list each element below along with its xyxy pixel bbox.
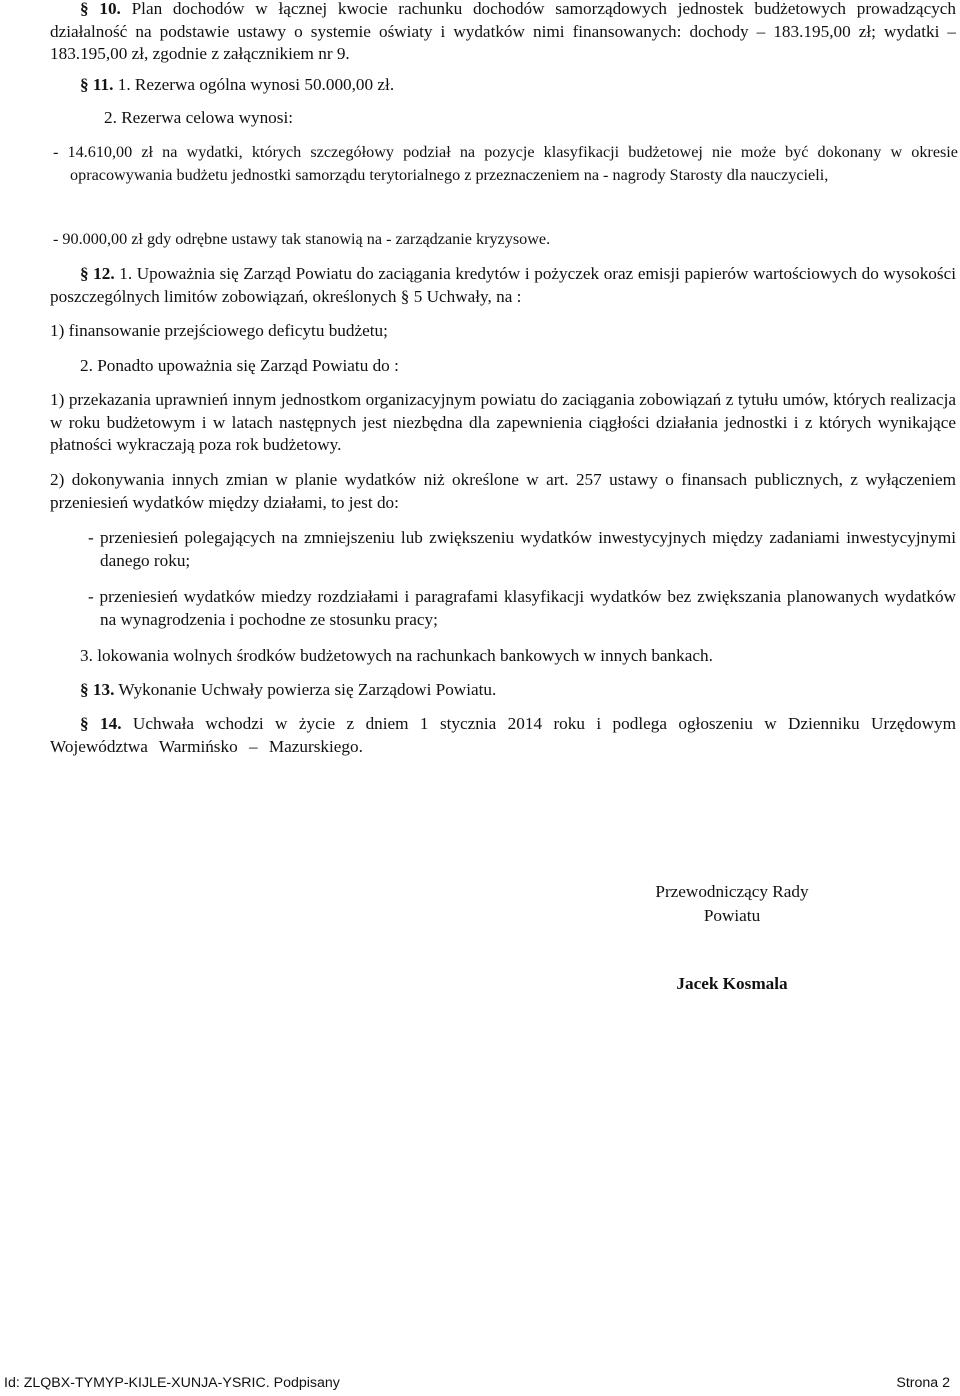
section-12-dash-2: - przeniesień wydatków miedzy rozdziałami i paragrafami klasyfikacji wydatków bez zwiększania planowanych wydatków na wynagrodzenia i pochodne ze stosunku pracy;	[88, 587, 956, 629]
section-13	[80, 679, 496, 702]
section-10	[50, 0, 956, 66]
section-13-number: § 13.	[80, 680, 115, 699]
signature-role-line-1: Przewodniczący Rady	[655, 882, 809, 901]
section-12-item-2-2: 2) dokonywania innych zmian w planie wydatków niż określone w art. 257 ustawy o finansach publicznych, z wyłączeniem przeniesień wydatków między działami, to jest do:	[50, 470, 956, 512]
reserve-item-2: - 90.000,00 zł gdy odrębne ustawy tak stanowią na - zarządzanie kryzysowe.	[53, 230, 551, 248]
section-11-item-2: 2. Rezerwa celowa wynosi:	[104, 108, 293, 127]
signature-role-line-2: Powiatu	[703, 906, 761, 925]
signature-role	[630, 880, 834, 928]
section-12-item-3: 3. lokowania wolnych środków budżetowych na rachunkach bankowych w innych bankach.	[80, 646, 713, 665]
section-12-item-2-1: 1) przekazania uprawnień innym jednostkom organizacyjnym powiatu do zaciągania zobowiązań z tytułu umów, których realizacja w roku budżetowym i w latach następnych jest niezbędna dla zapewnienia ciągłości działania jednostki i z których wynikające płatności wykraczają poza rok budżetowy.	[50, 390, 956, 454]
section-11-item-1	[80, 74, 394, 97]
section-12-dash-1: - przeniesień polegających na zmniejszeniu lub zwiększeniu wydatków inwestycyjnych między zadaniami inwestycyjnymi danego roku;	[88, 528, 956, 570]
section-11-item-1-text: 1. Rezerwa ogólna wynosi 50.000,00 zł.	[117, 75, 395, 94]
section-14-text: Uchwała wchodzi w życie z dniem 1 stycznia 2014 roku i podlega ogłoszeniu w Dzienniku Urzędowym Województwa Warmińsko – Mazurskiego.	[50, 714, 957, 756]
section-12-item-1-text: 1. Upoważnia się Zarząd Powiatu do zaciągania kredytów i pożyczek oraz emisji papierów wartościowych do wysokości poszczególnych limitów zobowiązań, określonych § 5 Uchwały, na :	[50, 264, 956, 306]
section-14	[50, 713, 956, 758]
footer-document-id: Id: ZLQBX-TYMYP-KIJLE-XUNJA-YSRIC. Podpisany	[4, 1375, 340, 1391]
section-12-item-1-1: 1) finansowanie przejściowego deficytu budżetu;	[50, 321, 388, 340]
section-13-text: Wykonanie Uchwały powierza się Zarządowi Powiatu.	[118, 680, 497, 699]
signature-name: Jacek Kosmala	[676, 974, 788, 993]
section-12-number: § 12.	[80, 264, 115, 283]
section-10-number: § 10.	[80, 0, 121, 18]
section-10-text: Plan dochodów w łącznej kwocie rachunku dochodów samorządowych jednostek budżetowych prowadzących działalność na podstawie ustawy o systemie oświaty i wydatków nimi finansowanych: dochody – 183.195,00 zł; wydatki – 183.195,00 zł, zgodnie z załącznikiem nr 9.	[50, 0, 957, 63]
footer-page-number: Strona 2	[896, 1375, 950, 1391]
section-12-item-2: 2. Ponadto upoważnia się Zarząd Powiatu do :	[80, 356, 399, 375]
section-14-number: § 14.	[80, 714, 122, 733]
reserve-item-1: - 14.610,00 zł na wydatki, których szczegółowy podział na pozycje klasyfikacji budżetowej nie może być dokonany w okresie opracowywania budżetu jednostki samorządu terytorialnego z przeznaczeniem na - nagrody Starosty dla nauczycieli,	[53, 143, 958, 184]
section-12-item-1	[50, 263, 956, 308]
section-11-number: § 11.	[80, 75, 114, 94]
